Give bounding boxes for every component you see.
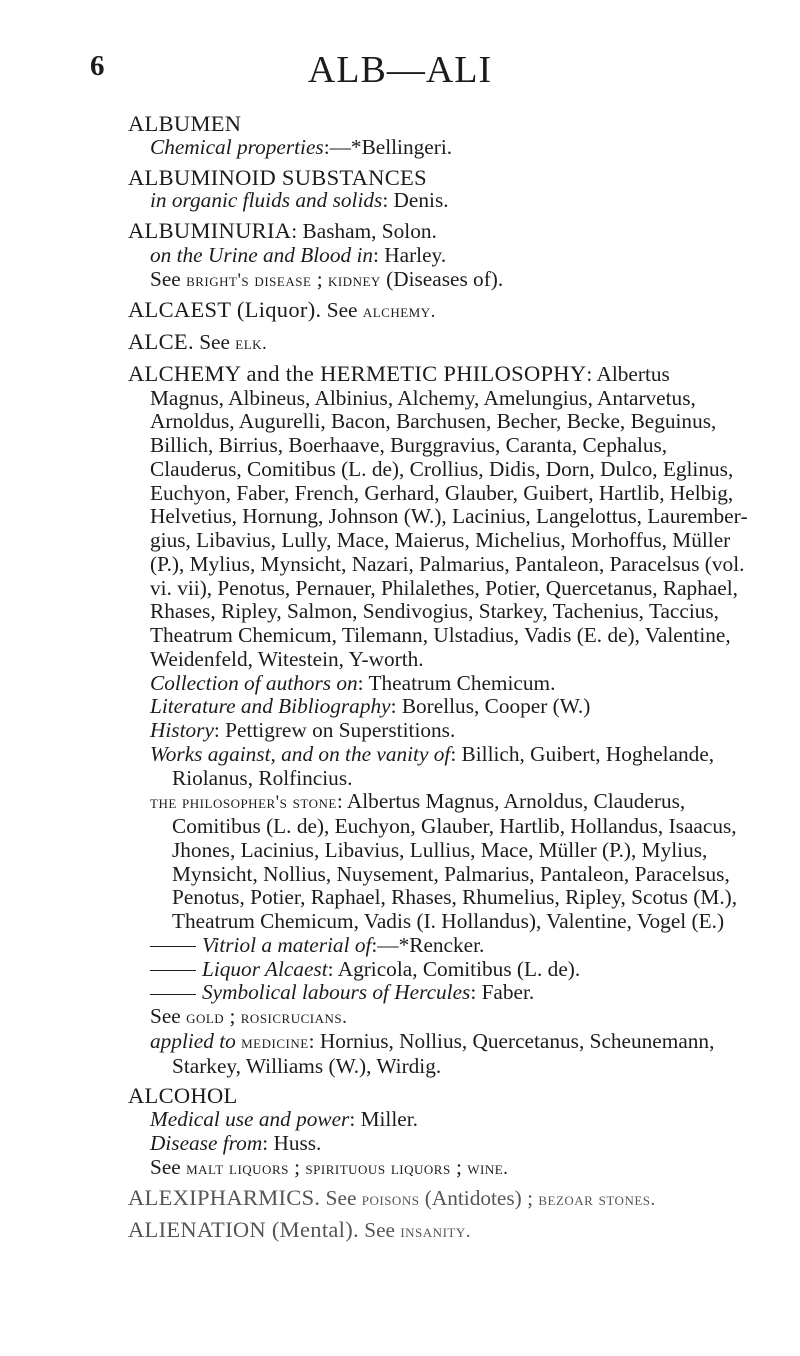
entry-alchemy — [128, 362, 748, 1079]
entry-heading: ALCE. — [128, 329, 194, 354]
entry-heading: ALCAEST (Liquor). — [128, 297, 322, 323]
authors: : Borellus, Cooper (W.) — [390, 694, 591, 719]
authors: : Theatrum Chemicum. — [357, 670, 556, 695]
subheading: Works against, and on the vanity of — [150, 741, 451, 766]
entry-alcaest: ALCAEST (Liquor). See alchemy. — [128, 297, 436, 323]
entry-alce: ALCE. See elk. — [128, 329, 268, 354]
entry-heading: ALEXIPHARMICS. — [128, 1185, 321, 1211]
see-link-spirituous-liquors[interactable]: spirituous liquors — [305, 1157, 451, 1179]
see-link-kidney[interactable]: kidney — [327, 269, 381, 291]
entry-alcohol — [128, 1084, 748, 1180]
authors: : Pettigrew on Superstitions. — [213, 718, 456, 742]
page-number: 6 — [90, 50, 105, 82]
authors: : Albertus Magnus, Arnoldus, Clauderus, Comitibus (L. de), Euchyon, Glauber, Hartlib, Hollandus, Isaacus, Jhones, Lacinius, Libavius, Lullius, Mace, Müller (P.), Mylius, Mynsicht, Nollius, Nuysement, Palmarius, Pantaleon, Paracelsus, Penotus, Potier, Raphael, Rhases, Rhumelius, Ripley, Scotus (M.), Theatrum Chemicum, Vadis (I. Hollandus), Valentine, Vogel (E.) — [172, 789, 738, 933]
alchemy-main — [128, 362, 748, 672]
authors: : Harley. — [373, 242, 447, 267]
entry-albuminuria — [128, 219, 748, 292]
authors: : Basham, Solon. — [291, 219, 437, 243]
entry-heading: ALBUMEN — [128, 111, 242, 136]
entry-heading: ALCOHOL — [128, 1083, 238, 1109]
entry-alexipharmics: ALEXIPHARMICS. See poisons (Antidotes) ; bezoar stones. — [128, 1185, 656, 1211]
see-link-wine[interactable]: wine. — [467, 1157, 509, 1179]
see-link-alchemy[interactable]: alchemy. — [362, 301, 436, 323]
entry-heading-hermetic: HERMETIC PHILOSOPHY — [320, 360, 587, 386]
running-head: ALB—ALI — [307, 49, 493, 91]
authors: : Huss. — [262, 1130, 322, 1155]
see-link-bezoar-stones[interactable]: bezoar stones. — [538, 1189, 656, 1211]
subheading: Medical use and power — [150, 1107, 350, 1131]
ditto-dash — [150, 994, 196, 995]
subheading: in organic fluids and solids — [150, 188, 383, 213]
entry-heading: ALCHEMY and the — [128, 360, 321, 386]
entry-albuminoid — [128, 166, 748, 214]
subheading: Literature and Bibliography — [150, 694, 391, 719]
subheading: Vitriol a material of — [202, 932, 372, 957]
subheading: Disease from — [150, 1130, 263, 1155]
authors: : Billich, Guibert, Hoghelande, Riolanus, Rolfincius. — [172, 741, 715, 790]
page-header — [0, 48, 800, 98]
ditto-dash — [150, 946, 196, 947]
see-link-rosicrucians[interactable]: rosicrucians. — [240, 1007, 348, 1028]
see-link-poisons[interactable]: poisons — [361, 1189, 420, 1211]
subheading: Liquor Alcaest — [202, 956, 328, 981]
cross-reference: See bright's disease ; kidney (Diseases of). — [150, 266, 504, 291]
see-link-insanity[interactable]: insanity. — [400, 1221, 472, 1242]
subheading: applied to — [150, 1028, 236, 1053]
authors: :—*Bellingeri. — [323, 134, 453, 159]
subheading: Chemical properties — [150, 134, 324, 159]
cross-reference: See malt liquors ; spirituous liquors ; wine. — [150, 1154, 509, 1179]
authors: : Agricola, Comitibus (L. de). — [327, 956, 581, 981]
ditto-dash — [150, 970, 196, 971]
authors: :—*Rencker. — [371, 932, 485, 957]
authors: : Faber. — [470, 980, 535, 1005]
index-entries — [128, 112, 748, 1244]
subheading-philosophers-stone: the philosopher's stone — [150, 792, 337, 814]
entry-alienation: ALIENATION (Mental). See insanity. — [128, 1217, 472, 1242]
authors: : Miller. — [349, 1107, 418, 1131]
entry-heading: ALIENATION (Mental). — [128, 1217, 359, 1242]
entry-albumen — [128, 112, 748, 160]
see-link-gold[interactable]: gold — [186, 1007, 225, 1028]
see-link-elk[interactable]: elk. — [235, 333, 268, 354]
subheading: Symbolical labours of Hercules — [202, 980, 471, 1005]
subheading: on the Urine and Blood in — [150, 242, 374, 267]
cross-reference: See gold ; rosicrucians. — [150, 1004, 348, 1028]
entry-heading: ALBUMINOID SUBSTANCES — [128, 164, 427, 190]
authors: : Denis. — [382, 188, 449, 213]
entry-heading: ALBUMINURIA — [128, 218, 292, 243]
see-link-malt-liquors[interactable]: malt liquors — [186, 1157, 289, 1179]
see-link-brights-disease[interactable]: bright's disease — [186, 269, 312, 291]
authors: : Hornius, Nollius, Quercetanus, Scheunemann, Starkey, Williams (W.), Wirdig. — [172, 1028, 715, 1078]
authors: : Albertus Magnus, Albineus, Albinius, Alchemy, Amelungius, Antarvetus, Arnoldus, Augurelli, Bacon, Barchusen, Becher, Becke, Beguinus, Billich, Birrius, Boerhaave, Burggravius, Caranta, Cephalus, Clauderus, Comitibus (L. de), Crollius, Didis, Dorn, Dulco, Eglinus, Euchyon, Faber, French, Gerhard, Glauber, Guibert, Hartlib, Helbig, Helvetius, Hornung, Johnson (W.), Lacinius, Langelottus, Laurembergius, Libavius, Lully, Mace, Maierus, Michelius, Morhoffus, Müller (P.), Mylius, Mynsicht, Nazari, Palmarius, Pantaleon, Paracelsus (vol. vi. vii), Penotus, Pernauer, Philalethes, Potier, Quercetanus, Raphael, Rhases, Ripley, Salmon, Sendivogius, Starkey, Tachenius, Taccius, Theatrum Chemicum, Tilemann, Ulstadius, Vadis (E. de), Valentine, Weidenfeld, Witestein, Y-worth. — [150, 361, 748, 671]
subheading: History — [150, 718, 214, 742]
subheading: Collection of authors on — [150, 670, 358, 695]
see-link-medicine[interactable]: medicine — [241, 1031, 309, 1053]
